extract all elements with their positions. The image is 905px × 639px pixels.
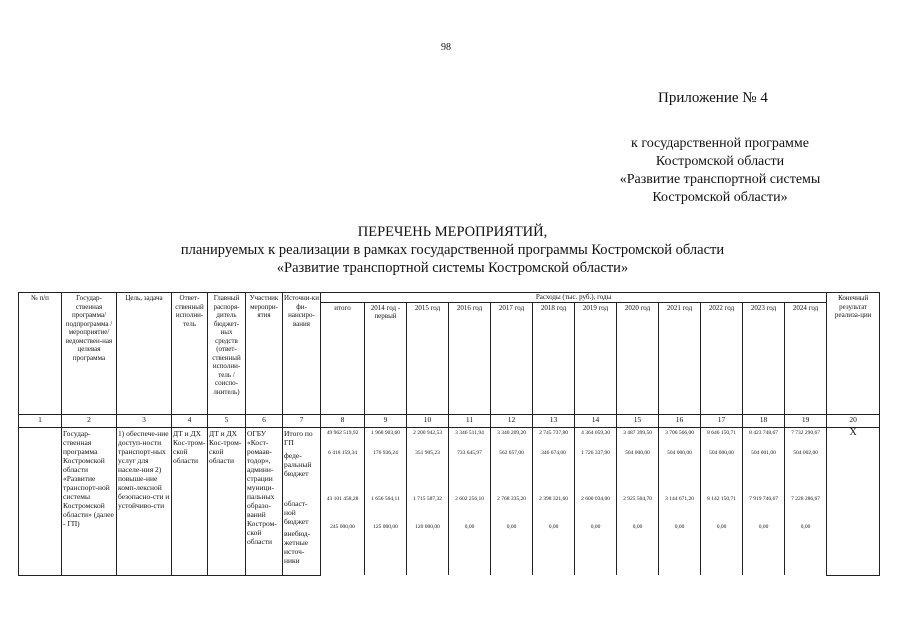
header-responsible: Ответ-ственный исполни-тель — [172, 293, 208, 415]
header-program: Государ-ственная программа/ подпрограмма /мероприятие/ ведомствен-ная целевая программа — [62, 293, 117, 415]
column-number: 16 — [659, 414, 701, 427]
value-cell: 3 144 671,20 — [665, 495, 694, 502]
header-budget-admin: Главный распоря-дитель бюджет-ных средств (ответ-ственный исполни-тель /соиспо-лнитель) — [208, 293, 246, 415]
column-number: 8 — [321, 414, 365, 427]
value-cell: 3 340 209,20 — [497, 429, 526, 436]
row-participant: ОГБУ «Кост-ромаав-тодор», админи-страции муници-пальных образо-ваний Костром-ской области — [246, 427, 283, 575]
row-responsible: ДТ и ДХ Кос-тром-ской области — [172, 427, 208, 575]
values-2018 — [533, 427, 575, 575]
column-number: 5 — [208, 414, 246, 427]
column-number: 20 — [827, 414, 880, 427]
column-number: 6 — [246, 414, 283, 427]
column-number: 10 — [407, 414, 449, 427]
title-line: ПЕРЕЧЕНЬ МЕРОПРИЯТИЙ, — [357, 224, 548, 240]
value-cell: 3 346 511,94 — [455, 429, 484, 436]
source-label: област-ной бюджет — [284, 498, 309, 526]
value-cell: 504 001,00 — [751, 449, 776, 456]
values-2014 — [365, 427, 407, 575]
value-cell: 2 398 321,60 — [539, 495, 568, 502]
source-label: Итого по ГП — [284, 428, 313, 447]
value-cell: 1 726 337,90 — [581, 449, 610, 456]
column-number: 18 — [743, 414, 785, 427]
subtitle-line: «Развитие транспортной системы — [619, 172, 821, 187]
value-cell: 245 000,00 — [330, 523, 355, 530]
column-number: 9 — [365, 414, 407, 427]
values-2021 — [659, 427, 701, 575]
value-cell: 3 706 566,00 — [665, 429, 694, 436]
header-year: 2020 год — [617, 302, 659, 414]
values-2023 — [743, 427, 785, 575]
value-cell: 504 002,00 — [793, 449, 818, 456]
value-cell: 6 418 159,34 — [328, 449, 357, 456]
column-number: 4 — [172, 414, 208, 427]
value-cell: 1 968 903,60 — [371, 429, 400, 436]
column-number: 13 — [533, 414, 575, 427]
values-total — [321, 427, 365, 575]
column-number: 12 — [491, 414, 533, 427]
source-label: феде-ральный бюджет — [284, 450, 312, 478]
value-cell: 2 925 504,70 — [623, 495, 652, 502]
value-cell: 49 962 519,92 — [326, 429, 359, 436]
header-year: 2015 год — [407, 302, 449, 414]
values-2020 — [617, 427, 659, 575]
value-cell: 7 228 286,67 — [791, 495, 821, 502]
header-year: 2014 год - первый — [365, 302, 407, 414]
value-cell: 2 745 737,80 — [539, 429, 568, 436]
appendix-label: Приложение № 4 — [658, 90, 768, 106]
column-number: 17 — [701, 414, 743, 427]
value-cell: 1 656 564,11 — [371, 495, 400, 502]
column-number: 2 — [62, 414, 117, 427]
value-cell: 504 000,00 — [667, 449, 692, 456]
value-cell: 0,00 — [590, 523, 601, 530]
row-sources — [283, 427, 321, 575]
values-2016 — [449, 427, 491, 575]
value-cell: 8 423 748,67 — [749, 429, 778, 436]
value-cell: 0,00 — [548, 523, 559, 530]
row-program: Государ-ственная программа Костромской области «Развитие транспорт-ной системы Костромской области» (далее - ГП) — [62, 427, 117, 575]
value-cell: 2 600 034,00 — [581, 495, 610, 502]
values-2019 — [575, 427, 617, 575]
values-2022 — [701, 427, 743, 575]
row-goal: 1) обеспече-ние доступ-ности транспорт-ных услуг для населе-ния 2) повыше-ние комп-лексной безопасно-сти и устойчиво-сти — [117, 427, 172, 575]
value-cell: 346 674,00 — [541, 449, 566, 456]
row-num-cell — [19, 427, 62, 575]
value-cell: 0,00 — [632, 523, 643, 530]
table-row — [19, 427, 880, 575]
header-year: 2021 год — [659, 302, 701, 414]
values-2015 — [407, 427, 449, 575]
value-cell: 7 732 290,67 — [791, 429, 821, 436]
value-cell: 2 602 256,10 — [455, 495, 484, 502]
value-cell: 733 645,97 — [457, 449, 482, 456]
header-goal: Цель, задача — [117, 293, 172, 415]
value-cell: 125 000,00 — [373, 523, 398, 530]
value-cell: 504 000,00 — [625, 449, 650, 456]
values-2017 — [491, 427, 533, 575]
title-line: «Развитие транспортной системы Костромской области» — [276, 260, 629, 276]
header-expenses: Расходы (тыс. руб.), годы — [321, 293, 827, 303]
value-cell: 562 657,00 — [499, 449, 524, 456]
column-number: 11 — [449, 414, 491, 427]
header-year: 2017 год — [491, 302, 533, 414]
subtitle-line: Костромской области — [655, 154, 785, 169]
value-cell: 7 919 746,67 — [749, 495, 778, 502]
value-cell: 43 101 458,28 — [326, 495, 359, 502]
column-number: 3 — [117, 414, 172, 427]
header-year: 2022 год — [701, 302, 743, 414]
header-sources: Источни-ки фи-нансиро-вания — [283, 293, 321, 415]
value-cell: 0,00 — [506, 523, 517, 530]
value-cell: 3 487 399,50 — [623, 429, 652, 436]
value-cell: 2 768 335,20 — [497, 495, 526, 502]
header-year: 2024 год — [785, 302, 827, 414]
title-line: планируемых к реализации в рамках государственной программы Костромской области — [180, 242, 725, 258]
header-year: 2023 год — [743, 302, 785, 414]
source-label: внебюд-жетные источ-ники — [284, 528, 311, 565]
value-cell: 4 364 059,30 — [581, 429, 610, 436]
values-2024 — [785, 427, 827, 575]
value-cell: 0,00 — [674, 523, 685, 530]
value-cell: 0,00 — [758, 523, 769, 530]
value-cell: 351 905,23 — [415, 449, 440, 456]
row-budget-admin: ДТ и ДХ Кос-тром-ской области — [208, 427, 246, 575]
subtitle-line: Костромской области» — [652, 190, 788, 205]
value-cell: 0,00 — [716, 523, 727, 530]
column-number: 19 — [785, 414, 827, 427]
column-number: 15 — [617, 414, 659, 427]
header-year: 2019 год — [575, 302, 617, 414]
document-title — [100, 223, 805, 277]
header-year: 2018 год — [533, 302, 575, 414]
value-cell: 8 142 150,71 — [707, 495, 736, 502]
value-cell: 0,00 — [800, 523, 811, 530]
header-row — [19, 293, 880, 303]
header-num: № п/п — [19, 293, 62, 415]
value-cell: 1 715 587,32 — [413, 495, 442, 502]
appendix-subtitle — [590, 135, 850, 207]
column-number: 1 — [19, 414, 62, 427]
value-cell: 0,00 — [464, 523, 475, 530]
measures-table — [18, 292, 880, 576]
header-participant: Участник меропри-ятия — [246, 293, 283, 415]
column-number: 14 — [575, 414, 617, 427]
value-cell: 176 936,24 — [373, 449, 398, 456]
header-total: итого — [321, 302, 365, 414]
column-number: 7 — [283, 414, 321, 427]
page-number: 98 — [441, 42, 451, 53]
value-cell: 504 000,00 — [709, 449, 734, 456]
row-result: X — [827, 427, 880, 575]
column-number-row — [19, 414, 880, 427]
value-cell: 120 000,00 — [415, 523, 440, 530]
value-cell: 8 646 150,71 — [707, 429, 736, 436]
header-year: 2016 год — [449, 302, 491, 414]
subtitle-line: к государственной программе — [631, 136, 809, 151]
value-cell: 2 200 942,53 — [413, 429, 442, 436]
header-result: Конечный результат реализа-ции — [827, 293, 880, 415]
